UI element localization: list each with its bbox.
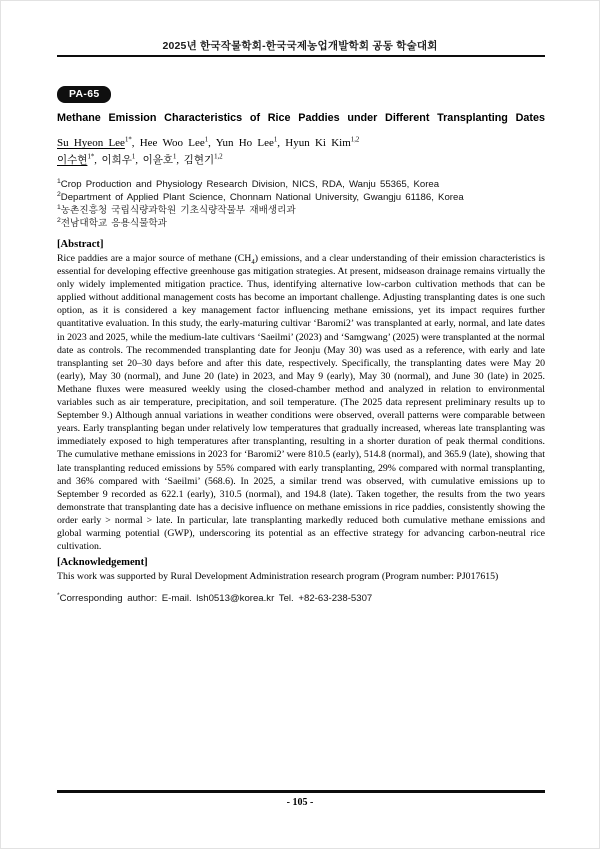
authors-english bbox=[57, 137, 359, 149]
author-sep: , bbox=[94, 155, 97, 166]
author-name-en-2: Hee Woo Lee bbox=[139, 137, 205, 149]
abstract-text-post: ) emissions, and a clear understanding of their emission characteristics is essential for developing effective greenhouse gas mitigation strategies. At present, midseason drainage remains virtually the only widely implemented mitigation practice. Thus, identifying alternative low-carbon cultivation methods that can be applied without additional management costs has become an important challenge. Adjusting transplanting dates is one such option, as it is considered a key management factor influencing methane emissions, yet its impact requires further quantitative evaluation. In this study, the early-maturing cultivar ‘Baromi2’ was transplanted at early, normal, and late dates in 2023 and 2025, while the medium-late cultivars ‘Saeilmi’ (2023) and ‘Samgwang’ (2025) were transplanted at the normal date as controls. The recommended transplanting date for Jeonju (May 30) was used as a reference, with early and late transplanting set 20–30 days before and after this date, respectively. Specifically, the transplanting dates were May 20 (early), May 30 (normal), and June 20 (late) in 2023, and May 9 (early), May 30 (normal), and June 30 (late) in 2025. Methane fluxes were measured weekly using the closed-chamber method and analyzed in relation to environmental variables such as air temperature, precipitation, and soil temperature. (The 2025 data represent preliminary results up to September 9.) Although annual variations in weather conditions were observed, overall patterns were comparable between years. Early transplanting began under relatively low temperatures that gradually increased, whereas late transplanting was immediately exposed to high temperatures after transplanting, resulting in a shorter duration of peak thermal conditions. The cumulative methane emissions in 2023 for ‘Baromi2’ were 810.5 (early), 514.8 (normal), and 365.9 (late), showing that late transplanting reduced emissions by 55% compared with early transplanting, 29% compared with normal transplanting, and 36% compared with ‘Saeilmi’ (568.6). In 2025, a similar trend was observed, with cumulative emissions up to September 9 recorded as 622.1 (early), 310.5 (normal), and 194.8 (late). Taken together, the results from the two years demonstrate that transplanting date has a decisive influence on methane emissions in rice paddies, consistently showing the order early > normal > late. In particular, late transplanting markedly reduced both cumulative methane emissions and global warming potential (GWP), underscoring its potential as an effective strategy for advancing carbon-neutral rice cultivation. bbox=[57, 253, 545, 553]
abstract-text-pre: Rice paddies are a major source of methane (CH bbox=[57, 253, 252, 264]
author-sup-en-3: 1 bbox=[273, 136, 278, 144]
affiliation-line-4 bbox=[57, 217, 545, 230]
paper-id-badge: PA-65 bbox=[57, 86, 111, 103]
conference-header-title: 2025년 한국작물학회-한국국제농업개발학회 공동 학술대회 bbox=[162, 40, 438, 52]
author-name-en-3: Yun Ho Lee bbox=[215, 137, 274, 149]
corresponding-author-line bbox=[57, 593, 545, 604]
author-sup-en-2: 1 bbox=[204, 136, 209, 144]
affiliation-text-4: 전남대학교 응용식물학과 bbox=[60, 218, 167, 229]
chemical-subscript: 4 bbox=[251, 258, 255, 266]
author-sup-kr-1: 1* bbox=[87, 153, 95, 161]
author-name-en-1: Su Hyeon Lee bbox=[57, 137, 125, 149]
affiliation-sup-3: 1 bbox=[57, 203, 61, 211]
affiliation-sup-2: 2 bbox=[57, 190, 61, 198]
acknowledgement-text: This work was supported by Rural Development Administration research program (Program number: PJ017615) bbox=[57, 571, 499, 582]
author-sup-kr-2: 1 bbox=[131, 153, 136, 161]
author-name-kr-4: 김현기 bbox=[183, 155, 215, 166]
author-name-kr-1: 이수현 bbox=[57, 155, 88, 166]
affiliation-text-1: Crop Production and Physiology Research Division, NICS, RDA, Wanju 55365, Korea bbox=[60, 179, 440, 190]
author-sep: , bbox=[208, 137, 211, 149]
corresponding-text: Corresponding author: E-mail. lsh0513@korea.kr Tel. +82-63-238-5307 bbox=[59, 593, 373, 604]
author-sep: , bbox=[135, 155, 138, 166]
author-sup-en-4: 1,2 bbox=[350, 136, 360, 144]
author-sup-kr-4: 1,2 bbox=[214, 153, 223, 161]
affiliation-line-3 bbox=[57, 204, 545, 217]
author-sup-kr-3: 1 bbox=[173, 153, 177, 161]
affiliations-list bbox=[57, 178, 545, 230]
author-name-kr-2: 이희우 bbox=[101, 155, 132, 166]
affiliation-sup-4: 2 bbox=[57, 216, 61, 224]
affiliation-line-1 bbox=[57, 178, 545, 191]
author-sep: , bbox=[176, 155, 180, 166]
author-sep: , bbox=[131, 137, 135, 149]
affiliation-sup-1: 1 bbox=[57, 177, 61, 185]
authors-korean bbox=[57, 152, 223, 167]
author-sep: , bbox=[277, 137, 281, 149]
header-divider-rule bbox=[57, 55, 545, 57]
abstract-heading: [Abstract] bbox=[57, 239, 104, 250]
paper-title: Methane Emission Characteristics of Rice Paddies under Different Transplanting Dates bbox=[57, 112, 545, 124]
abstract-text bbox=[57, 252, 545, 553]
author-name-kr-3: 이윤호 bbox=[142, 155, 174, 166]
affiliation-line-2 bbox=[57, 191, 545, 204]
page-number: - 105 - bbox=[286, 797, 314, 808]
author-sup-en-1: 1* bbox=[124, 136, 132, 144]
author-name-en-4: Hyun Ki Kim bbox=[285, 137, 351, 149]
affiliation-text-3: 농촌진흥청 국립식량과학원 기초식량작물부 재배생리과 bbox=[60, 205, 296, 216]
acknowledgement-heading: [Acknowledgement] bbox=[57, 557, 148, 568]
corresponding-star: * bbox=[57, 591, 60, 599]
affiliation-text-2: Department of Applied Plant Science, Chonnam National University, Gwangju 61186, Korea bbox=[60, 192, 464, 203]
footer-divider-rule bbox=[57, 790, 545, 793]
